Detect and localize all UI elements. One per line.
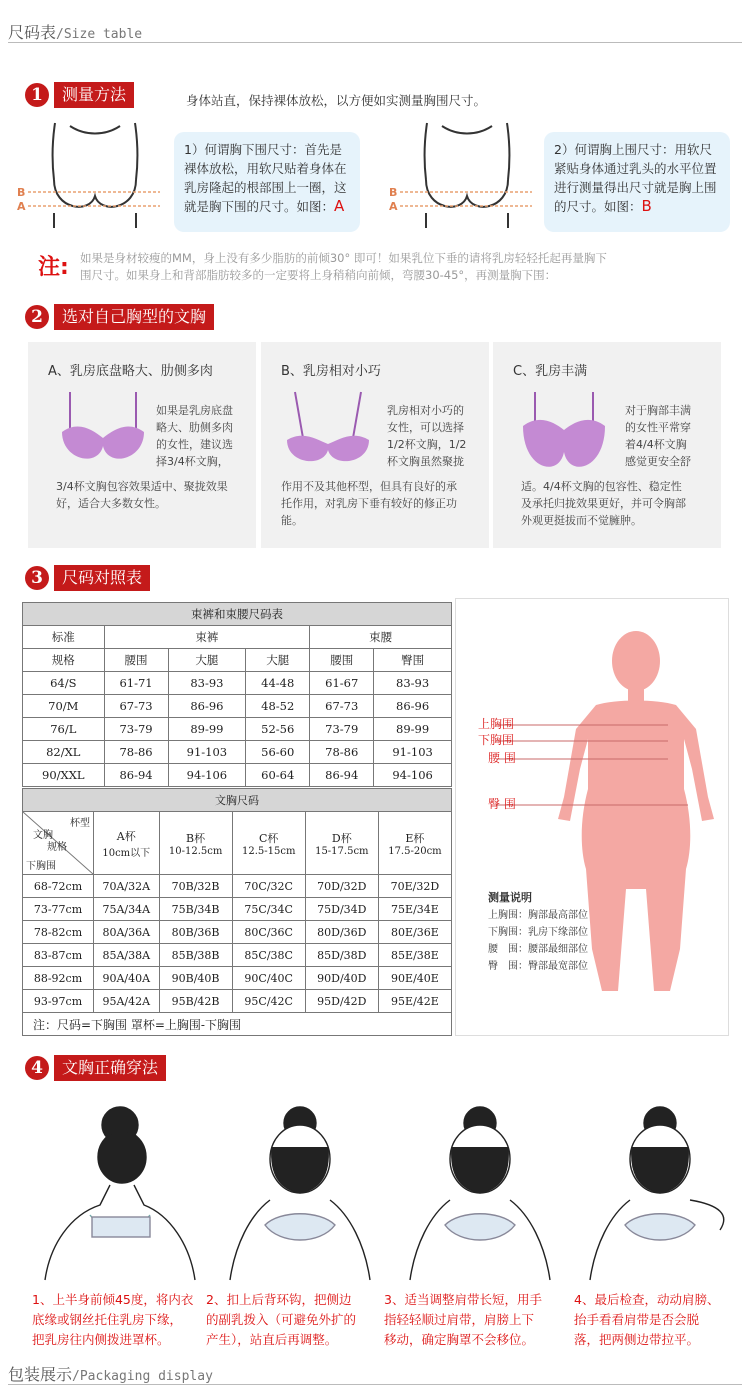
table1-header-pants: 束裤 — [104, 626, 310, 649]
table-row: 82/XL 78-86 91-103 56-60 78-86 91-103 — [23, 741, 452, 764]
card-a-side: 如果是乳房底盘 略大、肋侧多肉 的女性，建议选 择3/4杯文胸， — [156, 404, 233, 468]
label-waist: 腰 围 — [488, 751, 516, 765]
label-b-right: B — [389, 186, 398, 199]
bubble-overbust — [544, 132, 730, 232]
torso-diagram-a — [10, 118, 170, 228]
bra-size-table — [22, 788, 452, 1036]
bra-icon-44cup — [519, 390, 609, 480]
footer-divider — [8, 1384, 742, 1385]
table1-col-waist2: 腰围 — [310, 649, 374, 672]
table2-note: 注：尺码=下胸围 罩杯=上胸围-下胸围 — [23, 1013, 452, 1036]
section2-title: 选对自己胸型的文胸 — [54, 304, 214, 330]
page-header — [8, 20, 142, 43]
table1-col-size: 规格 — [23, 649, 105, 672]
label-b-left: B — [17, 186, 26, 199]
bubble-overbust-text: 2）何谓胸上围尺寸：用软尺紧贴身体通过乳头的水平位置进行测量得出尺寸就是胸上围的尺寸。如图： — [554, 142, 717, 214]
bra-card-b — [261, 342, 489, 548]
bubble-underbust-text: 1）何谓胸下围尺寸：首先是裸体放松，用软尺贴着身体在乳房隆起的根部围上一圈，这就是胸下围的尺寸。如图： — [184, 142, 347, 214]
footer-title-en: Packaging display — [79, 1369, 213, 1384]
step-4-text: 4、最后检查，动动肩膀、 抬手看看肩带是否会脱 落，把两侧边带拉平。 — [574, 1292, 720, 1347]
footer-sep: / — [72, 1369, 80, 1384]
card-c-title: C、乳房丰满 — [513, 364, 588, 379]
table1-col-thigh: 大腿 — [168, 649, 246, 672]
table-row: 78-82cm 80A/36A 80B/36B 80C/36C 80D/36D 80E/36E — [23, 921, 452, 944]
bubble-underbust — [174, 132, 360, 232]
note-line-1: 如果是身材较瘦的MM，身上没有多少脂肪的前倾30° 即可！如果乳位下垂的请将乳房轻轻托起再量胸下 — [80, 251, 607, 265]
bubble-overbust-mark: B — [641, 197, 652, 215]
card-b-title: B、乳房相对小巧 — [281, 364, 381, 379]
table-row: 90/XXL 86-94 94-106 60-64 86-94 94-106 — [23, 764, 452, 787]
step-3-text: 3、适当调整肩带长短，用手 指轻轻顺过肩带，肩膀上下 移动，确定胸罩不会移位。 — [384, 1292, 542, 1347]
wearing-steps-illustration — [30, 1095, 730, 1285]
step-1-text: 1、上半身前倾45度，将内衣 底缘或钢丝托住乳房下缘， 把乳房往内侧拨进罩杯。 — [32, 1292, 194, 1347]
table-row: 83-87cm 85A/38A 85B/38B 85C/38C 85D/38D 85E/38E — [23, 944, 452, 967]
table-row: 76/L 73-79 89-99 52-56 73-79 89-99 — [23, 718, 452, 741]
section4-number: 4 — [25, 1056, 49, 1080]
header-title-en: Size table — [63, 27, 143, 42]
legend-list: 上胸围：胸部最高部位 下胸围：乳房下缘部位 腰 围：腰部最细部位 臀 围：臀部最宽部位 — [488, 910, 588, 972]
table1-col-thigh2: 大腿 — [246, 649, 310, 672]
section1-number: 1 — [25, 83, 49, 107]
note-line-2: 围尺寸。如果身上和背部脂肪较多的一定要将上身稍稍向前倾，弯腰30-45°，再测量胸下围： — [80, 268, 557, 282]
step-2-text: 2、扣上后背环钩，把侧边 的副乳拨入（可避免外扩的 产生），站直后再调整。 — [206, 1292, 357, 1347]
footer-title: 包装展示 — [8, 1365, 73, 1384]
section2-number: 2 — [25, 305, 49, 329]
label-hip: 臀 围 — [488, 797, 516, 811]
torso-diagram-b — [382, 118, 542, 228]
table-row: 68-72cm 70A/32A 70B/32B 70C/32C 70D/32D 70E/32D — [23, 875, 452, 898]
cup-header-d: D杯 15-17.5cm — [305, 812, 378, 875]
section1-intro: 身体站直，保持裸体放松，以方便如实测量胸围尺寸。 — [186, 93, 487, 108]
section3-number: 3 — [25, 566, 49, 590]
table1-title: 束裤和束腰尺码表 — [23, 603, 452, 626]
footer-header — [8, 1362, 213, 1385]
table2-title: 文胸尺码 — [23, 789, 452, 812]
table1-col-hip: 臀围 — [374, 649, 452, 672]
label-a-right: A — [389, 200, 398, 213]
label-overbust: 上胸围 — [478, 717, 515, 731]
card-b-bottom: 作用不及其他杯型，但具有良好的承 托作用，对乳房下垂有较好的修正功 能。 — [281, 480, 457, 527]
cup-header-a: A杯 10cm以下 — [94, 812, 160, 875]
cup-header-c: C杯 12.5-15cm — [232, 812, 305, 875]
table-row: 93-97cm 95A/42A 95B/42B 95C/42C 95D/42D 95E/42E — [23, 990, 452, 1013]
bra-icon-34cup — [58, 390, 148, 470]
legend-title: 测量说明 — [488, 891, 532, 904]
cup-header-b: B杯 10-12.5cm — [159, 812, 232, 875]
table-row: 73-77cm 75A/34A 75B/34B 75C/34C 75D/34D 75E/34E — [23, 898, 452, 921]
table1-header-standard: 标准 — [23, 626, 105, 649]
cup-header-e: E杯 17.5-20cm — [378, 812, 451, 875]
header-title: 尺码表 — [8, 23, 57, 42]
section4-title: 文胸正确穿法 — [54, 1055, 166, 1081]
section1-title: 测量方法 — [54, 82, 134, 108]
card-c-side: 对于胸部丰满 的女性平常穿 着4/4杯文胸 感觉更安全舒 — [625, 404, 691, 468]
card-a-title: A、乳房底盘略大、肋侧多肉 — [48, 364, 213, 379]
table-row: 64/S 61-71 83-93 44-48 61-67 83-93 — [23, 672, 452, 695]
bra-card-c — [493, 342, 721, 548]
bubble-underbust-mark: A — [334, 197, 345, 215]
card-b-side: 乳房相对小巧的 女性，可以选择 1/2杯文胸，1/2 杯文胸虽然聚拢 — [387, 404, 467, 468]
bra-card-a — [28, 342, 256, 548]
table2-corner: 杯型 文胸 规格 下胸围 — [23, 812, 94, 875]
table1-col-waist: 腰围 — [104, 649, 168, 672]
note-label: 注: — [38, 255, 69, 280]
label-a-left: A — [17, 200, 26, 213]
body-measurement-figure — [455, 598, 729, 1036]
label-underbust: 下胸围 — [478, 733, 515, 747]
shapewear-size-table — [22, 602, 452, 787]
header-sep: / — [56, 27, 64, 42]
table-row: 70/M 67-73 86-96 48-52 67-73 86-96 — [23, 695, 452, 718]
bra-icon-12cup — [283, 390, 373, 470]
header-divider — [8, 42, 742, 43]
section3-title: 尺码对照表 — [54, 565, 150, 591]
table-row: 88-92cm 90A/40A 90B/40B 90C/40C 90D/40D 90E/40E — [23, 967, 452, 990]
card-c-bottom: 适。4/4杯文胸的包容性、稳定性 及承托归拢效果更好，并可令胸部 外观更挺拔而不觉臃肿。 — [521, 480, 686, 527]
card-a-bottom: 3/4杯文胸包容效果适中、聚拢效果 好，适合大多数女性。 — [56, 480, 228, 510]
table1-header-waist: 束腰 — [310, 626, 452, 649]
